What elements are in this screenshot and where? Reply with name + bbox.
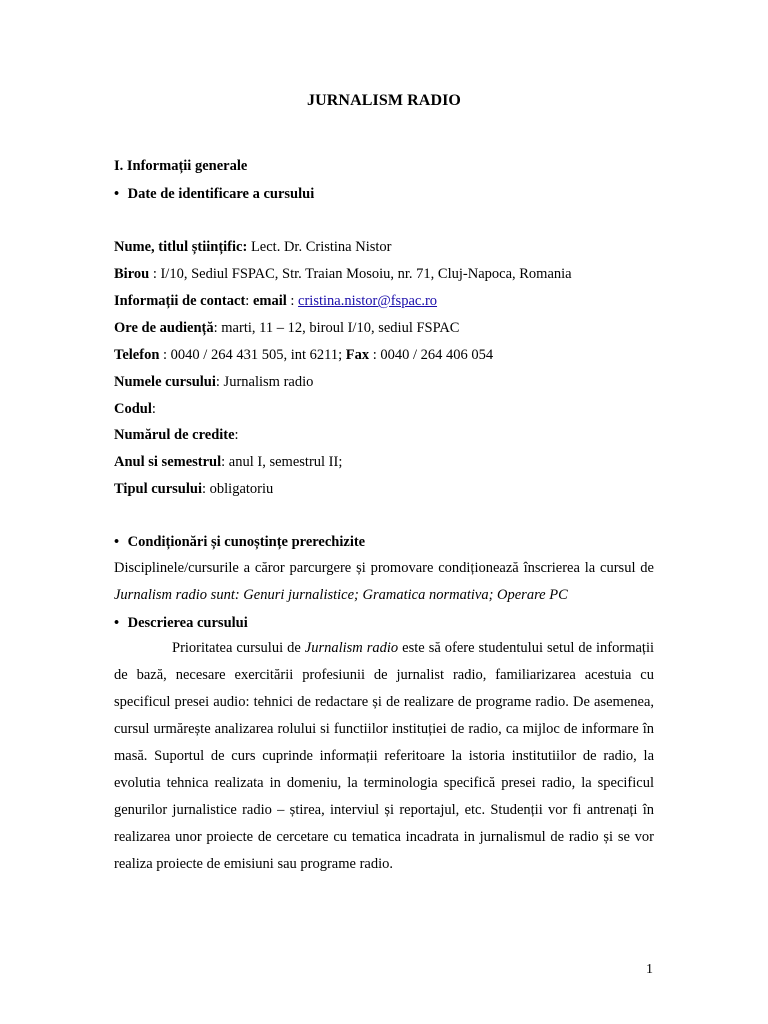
- field-telefon-value: : 0040 / 264 431 505, int 6211;: [159, 347, 346, 363]
- field-credite-label: Numărul de credite: [114, 427, 235, 443]
- bullet-icon: •: [114, 534, 120, 550]
- prereq-courses: Jurnalism radio sunt: Genuri jurnalistice; Gramatica normativa; Operare PC: [114, 587, 568, 603]
- field-email-sep: :: [286, 293, 299, 309]
- description-intro: Prioritatea cursului de: [172, 640, 305, 656]
- field-numele-value: : Jurnalism radio: [215, 374, 314, 390]
- field-nume-label: Nume, titlul științific:: [114, 239, 248, 255]
- field-codul-label: Codul: [114, 401, 152, 417]
- field-tipul: [114, 480, 273, 498]
- description-body: este să ofere studentului setul de informații de bază, necesare exercitării profesiunii de jurnalist radio, familiarizarea acestuia cu specificul presei audio: tehnici de redactare și de realizare de programe radio. De asemenea, cursul urmărește analizarea rolului si functiilor instituției de radio, ca mijloc de informare în masă. Suportul de curs cuprinde informații referitoare la istoria institutiilor de radio, la evolutia tehnica realizata in domeniu, la terminologia specifică presei radio, la specificul genurilor jurnalistice radio – știrea, interviul și reportajul, etc. Studenții vor fi antrenați în realizarea unor proiecte de cercetare cu tematica incadrata in jurnalismul de radio și se vor realiza proiecte de emisiuni sau programe radio.: [114, 640, 655, 872]
- field-birou-value: : I/10, Sediul FSPAC, Str. Traian Mosoiu, nr. 71, Cluj-Napoca, Romania: [149, 266, 572, 282]
- bullet-icon: •: [114, 186, 120, 202]
- prereq-text: Disciplinele/cursurile a căror parcurgere și promovare condiționează înscrierea la cursul de: [114, 560, 654, 576]
- field-numele-label: Numele cursului: [114, 374, 216, 390]
- description-paragraph: [114, 635, 654, 878]
- email-link[interactable]: cristina.nistor@fspac.ro: [298, 293, 438, 309]
- bullet-prereq: [114, 533, 365, 551]
- bullet-icon: •: [114, 615, 120, 631]
- field-nume-value: Lect. Dr. Cristina Nistor: [247, 239, 392, 255]
- section-heading-general: I. Informații generale: [114, 158, 248, 174]
- bullet-identification-label: Date de identificare a cursului: [127, 186, 315, 202]
- bullet-description: [114, 614, 248, 632]
- field-telefon: [114, 346, 493, 364]
- field-fax-value: : 0040 / 264 406 054: [369, 347, 494, 363]
- field-email-label: email: [252, 293, 287, 309]
- field-anul-value: : anul I, semestrul II;: [221, 454, 343, 470]
- field-telefon-label: Telefon: [114, 347, 160, 363]
- field-birou-label: Birou: [114, 266, 150, 282]
- prereq-paragraph: [114, 555, 654, 609]
- bullet-description-label: Descrierea cursului: [127, 615, 248, 631]
- field-credite-value: :: [234, 427, 239, 443]
- field-birou: [114, 265, 572, 283]
- field-credite: [114, 426, 239, 444]
- field-contact-sep: :: [245, 293, 253, 309]
- field-ore-label: Ore de audiență: [114, 320, 214, 336]
- field-codul: [114, 400, 156, 418]
- field-tipul-label: Tipul cursului: [114, 481, 202, 497]
- field-nume: [114, 238, 391, 256]
- bullet-identification: [114, 185, 314, 203]
- field-contact: [114, 292, 437, 310]
- description-course-name: Jurnalism radio: [304, 640, 399, 656]
- field-contact-label: Informații de contact: [114, 293, 246, 309]
- bullet-prereq-label: Condiționări și cunoștințe prerechizite: [127, 534, 366, 550]
- field-tipul-value: : obligatoriu: [201, 481, 274, 497]
- document-title: JURNALISM RADIO: [307, 92, 461, 109]
- field-ore: [114, 319, 459, 337]
- field-anul-label: Anul si semestrul: [114, 454, 222, 470]
- field-codul-value: :: [151, 401, 156, 417]
- field-ore-value: : marti, 11 – 12, biroul I/10, sediul FSPAC: [213, 320, 460, 336]
- field-anul: [114, 453, 342, 471]
- field-numele: [114, 373, 313, 391]
- page-number: 1: [646, 962, 653, 977]
- field-fax-label: Fax: [345, 347, 370, 363]
